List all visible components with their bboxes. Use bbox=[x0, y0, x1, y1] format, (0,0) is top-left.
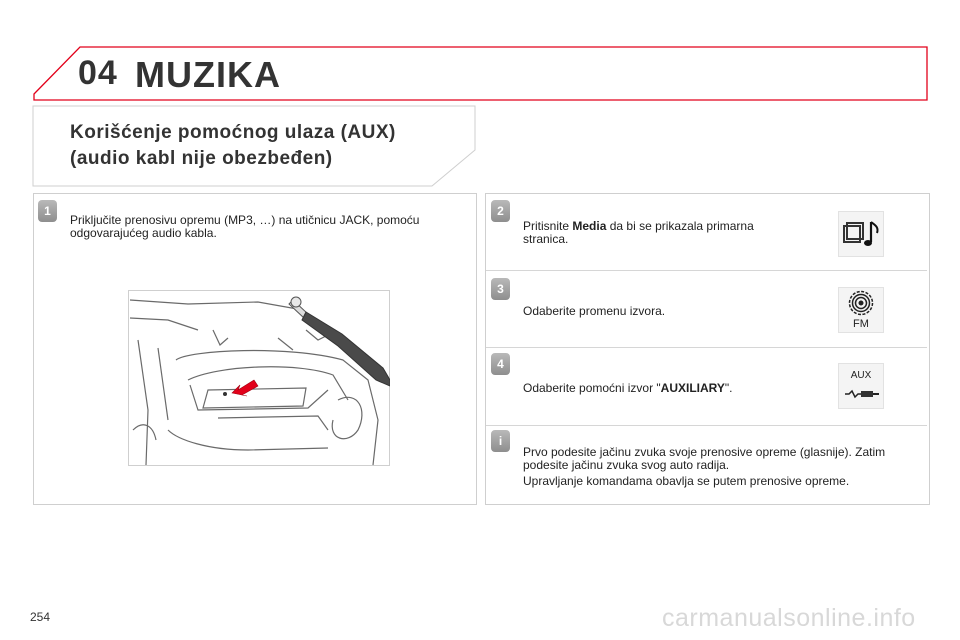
source-change-button[interactable] bbox=[838, 287, 884, 333]
step3-text: Odaberite promenu izvora. bbox=[523, 304, 666, 318]
info-badge: i bbox=[491, 430, 510, 452]
step2-text-bold: Media bbox=[572, 219, 607, 233]
page-number: 254 bbox=[30, 610, 51, 624]
chapter-title: MUZIKA bbox=[135, 54, 281, 95]
fm-label: FM bbox=[853, 318, 869, 330]
step2-text bbox=[523, 220, 793, 246]
step2-text-post: da bi se prikazala primarna stranica. bbox=[523, 219, 754, 246]
step4-badge: 4 bbox=[491, 353, 510, 375]
step4-text-pre: Odaberite pomoćni izvor " bbox=[523, 381, 661, 395]
watermark: carmanualsonline.info bbox=[662, 604, 916, 632]
section-title-line1: Korišćenje pomoćnog ulaza (AUX) bbox=[70, 122, 396, 143]
step4-text bbox=[523, 382, 793, 395]
section-title-line2: (audio kabl nije obezbeđen) bbox=[70, 148, 333, 169]
step1-text: Priključite prenosivu opremu (MP3, …) na utičnicu JACK, pomoću odgovarajućeg audio kabla. bbox=[70, 213, 420, 240]
auxiliary-button[interactable] bbox=[838, 363, 884, 409]
info-text-2: Upravljanje komandama obavlja se putem prenosive opreme. bbox=[523, 474, 850, 488]
step4-text-post: ". bbox=[724, 381, 733, 395]
jack-socket-illustration bbox=[128, 290, 390, 466]
divider-1 bbox=[486, 270, 927, 271]
media-button[interactable] bbox=[838, 211, 884, 257]
step2-badge: 2 bbox=[491, 200, 510, 222]
step3-badge: 3 bbox=[491, 278, 510, 300]
info-text-1: Prvo podesite jačinu zvuka svoje prenosive opreme (glasnije). Zatim podesite jačinu zvuka svog auto radija. bbox=[523, 445, 886, 472]
step2-text-pre: Pritisnite bbox=[523, 219, 573, 233]
media-music-icon bbox=[839, 212, 883, 256]
aux-label: AUX bbox=[850, 370, 872, 381]
step1-badge: 1 bbox=[38, 200, 57, 222]
aux-jack-icon bbox=[839, 364, 883, 408]
divider-3 bbox=[486, 425, 927, 426]
divider-2 bbox=[486, 347, 927, 348]
chapter-number: 04 bbox=[78, 54, 118, 92]
section-title bbox=[70, 120, 396, 172]
step4-text-bold: AUXILIARY bbox=[660, 381, 725, 395]
